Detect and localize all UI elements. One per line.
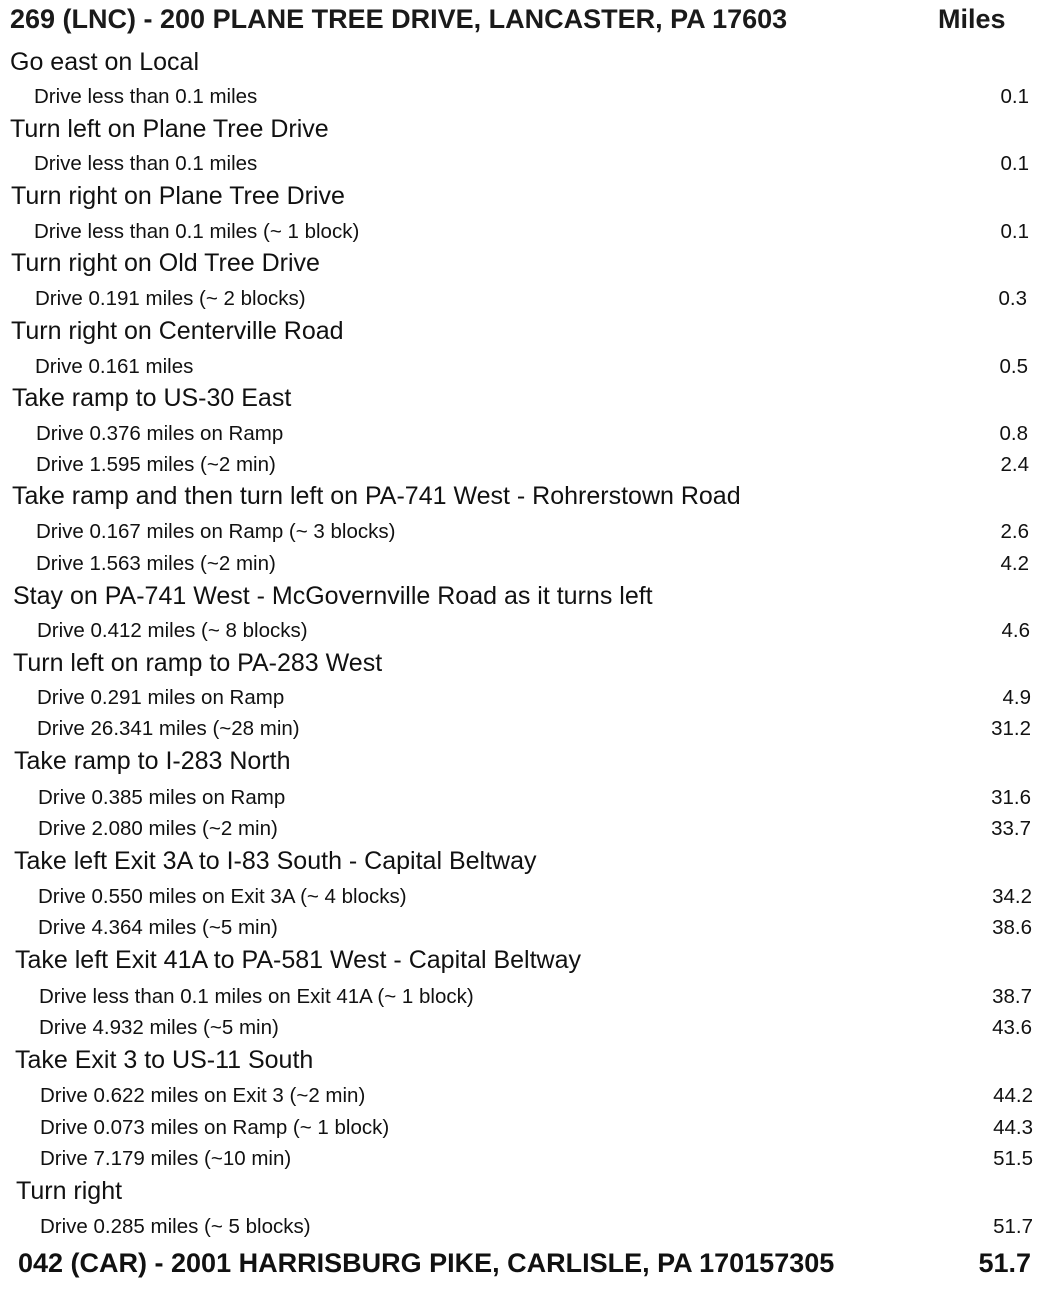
cumulative-miles: 0.5 (999, 355, 1028, 378)
cumulative-miles: 51.7 (993, 1215, 1033, 1238)
direction-step (0, 317, 1043, 349)
step-instruction: Turn right on Plane Tree Drive (11, 182, 345, 210)
drive-description: Drive 0.376 miles on Ramp (36, 422, 284, 445)
cumulative-miles: 4.9 (1002, 686, 1031, 709)
direction-step (0, 1177, 1043, 1209)
cumulative-miles: 44.2 (993, 1084, 1033, 1107)
drive-segment (0, 1116, 1043, 1142)
drive-description: Drive less than 0.1 miles on Exit 41A (~ 1 block) (39, 985, 474, 1008)
drive-description: Drive 0.167 miles on Ramp (~ 3 blocks) (36, 520, 396, 543)
drive-description: Drive less than 0.1 miles (34, 152, 258, 175)
direction-step (0, 649, 1043, 681)
drive-segment (0, 619, 1043, 645)
header-row (0, 4, 1043, 40)
drive-description: Drive 0.622 miles on Exit 3 (~2 min) (40, 1084, 366, 1107)
destination-address-title: 042 (CAR) - 2001 HARRISBURG PIKE, CARLISLE, PA 170157305 (18, 1248, 835, 1278)
cumulative-miles: 38.6 (992, 916, 1032, 939)
drive-segment (0, 220, 1043, 246)
drive-description: Drive 4.932 miles (~5 min) (39, 1016, 279, 1039)
step-instruction: Take ramp to I-283 North (14, 747, 291, 775)
drive-segment (0, 152, 1043, 178)
drive-segment (0, 355, 1043, 381)
step-instruction: Take left Exit 3A to I-83 South - Capital Beltway (14, 847, 537, 875)
step-instruction: Turn right on Centerville Road (11, 317, 344, 345)
direction-step (0, 946, 1043, 978)
step-instruction: Turn right on Old Tree Drive (11, 249, 320, 277)
drive-description: Drive 0.285 miles (~ 5 blocks) (40, 1215, 311, 1238)
drive-segment (0, 985, 1043, 1011)
step-instruction: Stay on PA-741 West - McGovernville Road as it turns left (13, 582, 653, 610)
direction-step (0, 384, 1043, 416)
drive-segment (0, 885, 1043, 911)
direction-step (0, 1046, 1043, 1078)
cumulative-miles: 2.4 (1000, 453, 1029, 476)
cumulative-miles: 0.3 (998, 287, 1027, 310)
cumulative-miles: 31.6 (991, 786, 1031, 809)
direction-step (0, 48, 1043, 80)
step-instruction: Turn left on ramp to PA-283 West (13, 649, 383, 677)
step-instruction: Take ramp to US-30 East (12, 384, 292, 412)
drive-segment (0, 717, 1043, 743)
cumulative-miles: 0.1 (1000, 85, 1029, 108)
origin-address-title: 269 (LNC) - 200 PLANE TREE DRIVE, LANCASTER, PA 17603 (10, 4, 788, 34)
direction-step (0, 115, 1043, 147)
step-instruction: Turn right (16, 1177, 123, 1205)
step-instruction: Take left Exit 41A to PA-581 West - Capital Beltway (15, 946, 582, 974)
cumulative-miles: 4.6 (1001, 619, 1030, 642)
direction-step (0, 847, 1043, 879)
cumulative-miles: 43.6 (992, 1016, 1032, 1039)
direction-step (0, 582, 1043, 614)
direction-step (0, 747, 1043, 779)
drive-segment (0, 453, 1043, 479)
drive-description: Drive 0.291 miles on Ramp (37, 686, 285, 709)
step-instruction: Turn left on Plane Tree Drive (10, 115, 329, 143)
drive-segment (0, 552, 1043, 578)
drive-segment (0, 1215, 1043, 1241)
drive-description: Drive 4.364 miles (~5 min) (38, 916, 278, 939)
cumulative-miles: 4.2 (1000, 552, 1029, 575)
drive-description: Drive 1.563 miles (~2 min) (36, 552, 276, 575)
footer-row (0, 1248, 1043, 1284)
step-instruction: Take Exit 3 to US-11 South (15, 1046, 314, 1074)
drive-description: Drive 1.595 miles (~2 min) (36, 453, 276, 476)
drive-segment (0, 287, 1043, 313)
cumulative-miles: 34.2 (992, 885, 1032, 908)
drive-description: Drive 0.385 miles on Ramp (38, 786, 286, 809)
drive-description: Drive 0.412 miles (~ 8 blocks) (37, 619, 308, 642)
total-miles: 51.7 (978, 1248, 1031, 1278)
direction-step (0, 482, 1043, 514)
drive-segment (0, 786, 1043, 812)
direction-step (0, 182, 1043, 214)
drive-description: Drive 0.191 miles (~ 2 blocks) (35, 287, 306, 310)
drive-segment (0, 916, 1043, 942)
cumulative-miles: 38.7 (992, 985, 1032, 1008)
drive-description: Drive less than 0.1 miles (~ 1 block) (34, 220, 360, 243)
miles-column-header: Miles (938, 4, 1006, 34)
drive-segment (0, 1147, 1043, 1173)
cumulative-miles: 44.3 (993, 1116, 1033, 1139)
drive-segment (0, 686, 1043, 712)
drive-description: Drive less than 0.1 miles (34, 85, 258, 108)
drive-segment (0, 1084, 1043, 1110)
drive-description: Drive 0.550 miles on Exit 3A (~ 4 blocks) (38, 885, 407, 908)
cumulative-miles: 2.6 (1000, 520, 1029, 543)
cumulative-miles: 33.7 (991, 817, 1031, 840)
cumulative-miles: 0.8 (999, 422, 1028, 445)
step-instruction: Go east on Local (10, 48, 200, 76)
drive-description: Drive 2.080 miles (~2 min) (38, 817, 278, 840)
cumulative-miles: 0.1 (1000, 220, 1029, 243)
drive-description: Drive 0.073 miles on Ramp (~ 1 block) (40, 1116, 390, 1139)
drive-description: Drive 0.161 miles (35, 355, 194, 378)
drive-description: Drive 26.341 miles (~28 min) (37, 717, 300, 740)
cumulative-miles: 31.2 (991, 717, 1031, 740)
cumulative-miles: 0.1 (1000, 152, 1029, 175)
drive-description: Drive 7.179 miles (~10 min) (40, 1147, 292, 1170)
drive-segment (0, 520, 1043, 546)
step-instruction: Take ramp and then turn left on PA-741 West - Rohrerstown Road (12, 482, 741, 510)
drive-segment (0, 85, 1043, 111)
drive-segment (0, 422, 1043, 448)
drive-segment (0, 1016, 1043, 1042)
cumulative-miles: 51.5 (993, 1147, 1033, 1170)
drive-segment (0, 817, 1043, 843)
direction-step (0, 249, 1043, 281)
